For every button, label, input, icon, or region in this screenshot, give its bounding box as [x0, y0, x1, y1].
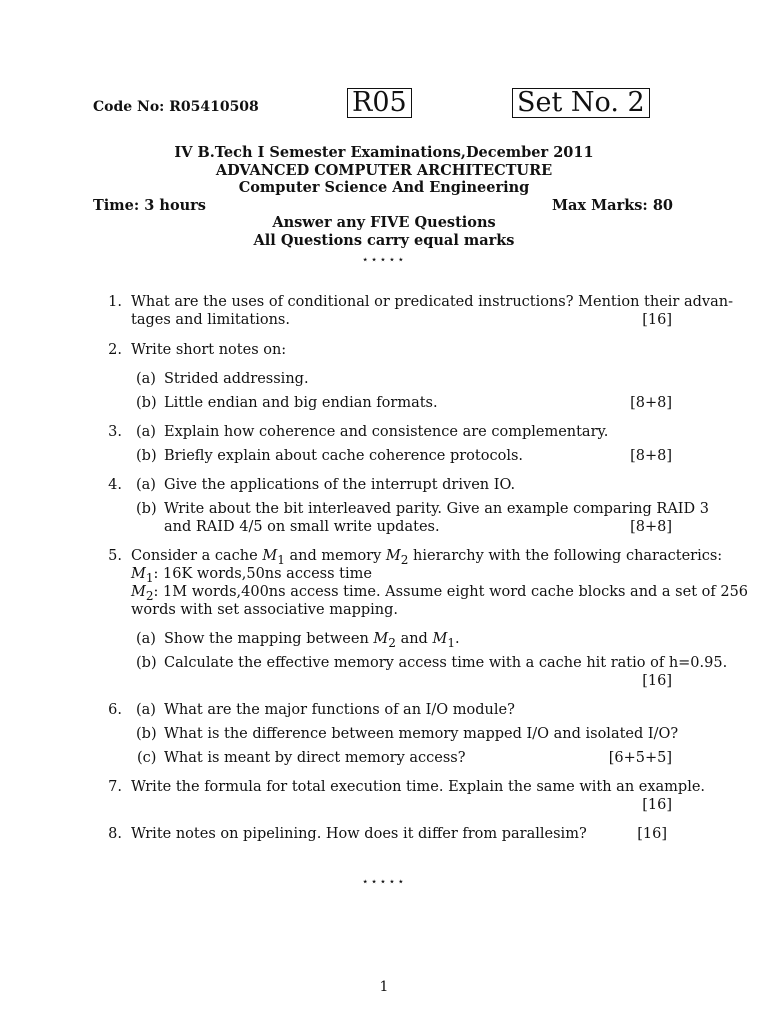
subpart-text: What are the major functions of an I/O module?: [164, 702, 515, 718]
question-text: Write notes on pipelining. How does it differ from parallesim?: [131, 826, 587, 842]
question-number: 3.: [108, 424, 122, 440]
question-number: 7.: [108, 779, 122, 795]
subpart-label: (b): [136, 448, 157, 464]
subpart-label: (a): [136, 424, 156, 440]
subpart-text: Briefly explain about cache coherence protocols.: [164, 448, 524, 464]
subpart-label: (a): [136, 631, 156, 647]
text-segment: .: [455, 631, 460, 647]
var-subscript: 2: [400, 552, 409, 567]
question-marks: [16]: [637, 826, 667, 842]
subpart-label: (a): [136, 371, 156, 387]
question-number: 6.: [108, 702, 122, 718]
subpart-label: (b): [136, 395, 157, 411]
subpart-text: Explain how coherence and consistence are complementary.: [164, 424, 609, 440]
subpart-text: Write about the bit interleaved parity. Give an example comparing RAID 3: [164, 501, 709, 517]
var-subscript: 2: [388, 635, 396, 650]
question-marks: [16]: [642, 673, 672, 689]
subject-title: ADVANCED COMPUTER ARCHITECTURE: [215, 162, 553, 179]
question-text: Write short notes on:: [131, 342, 287, 358]
subpart-label: (a): [136, 477, 156, 493]
question-marks: [16]: [642, 312, 672, 328]
var-m: M: [373, 631, 389, 647]
branch-title: Computer Science And Engineering: [238, 179, 530, 196]
question-number: 1.: [108, 294, 122, 310]
text-segment: and memory: [284, 548, 386, 564]
var-m: M: [385, 548, 401, 564]
subpart-text: [164, 631, 460, 652]
header-stars: ⋆⋆⋆⋆⋆: [361, 253, 407, 266]
var-m: M: [131, 584, 146, 600]
question-text: What are the uses of conditional or predicated instructions? Mention their advan-: [131, 294, 733, 310]
subpart-label: (c): [137, 750, 157, 766]
var-m: M: [262, 548, 278, 564]
var-subscript: 1: [145, 570, 154, 585]
question-text: tages and limitations.: [131, 312, 290, 328]
instruction-marks: All Questions carry equal marks: [253, 232, 515, 249]
footer-stars: ⋆⋆⋆⋆⋆: [361, 875, 407, 888]
question-marks: [8+8]: [630, 395, 672, 411]
subpart-label: (b): [136, 501, 157, 517]
subpart-text: Give the applications of the interrupt driven IO.: [164, 477, 516, 493]
text-segment: : 16K words,50ns access time: [153, 566, 372, 582]
var-subscript: 2: [145, 588, 154, 603]
question-marks: [6+5+5]: [608, 750, 672, 766]
question-number: 2.: [108, 342, 122, 358]
subpart-label: (b): [136, 655, 157, 671]
question-marks: [8+8]: [630, 519, 672, 535]
subpart-label: (b): [136, 726, 157, 742]
subpart-text: What is meant by direct memory access?: [164, 750, 466, 766]
question-number: 5.: [108, 548, 122, 564]
text-segment: Show the mapping between: [164, 631, 374, 647]
question-text: Write the formula for total execution time. Explain the same with an example.: [131, 779, 706, 795]
var-subscript: 1: [277, 552, 285, 567]
question-marks: [16]: [642, 797, 672, 813]
text-segment: Consider a cache: [131, 548, 263, 564]
var-m: M: [131, 566, 146, 582]
exam-title: IV B.Tech I Semester Examinations,December 2011: [174, 144, 594, 161]
set-number-box: Set No. 2: [512, 88, 650, 118]
code-number: Code No: R05410508: [93, 99, 259, 115]
var-subscript: 1: [447, 635, 455, 650]
subpart-text: and RAID 4/5 on small write updates.: [164, 519, 440, 535]
page-number: 1: [379, 979, 389, 995]
instruction-answer: Answer any FIVE Questions: [272, 214, 496, 231]
question-text: words with set associative mapping.: [131, 602, 399, 618]
text-segment: and: [395, 631, 433, 647]
question-number: 4.: [108, 477, 122, 493]
regulation-box: R05: [347, 88, 412, 118]
var-m: M: [432, 631, 448, 647]
subpart-label: (a): [136, 702, 156, 718]
time-label: Time: 3 hours: [93, 197, 206, 214]
subpart-text: What is the difference between memory mapped I/O and isolated I/O?: [164, 726, 679, 742]
question-marks: [8+8]: [630, 448, 672, 464]
text-segment: hierarchy with the following characterics:: [408, 548, 723, 564]
max-marks-label: Max Marks: 80: [551, 197, 673, 214]
text-segment: : 1M words,400ns access time. Assume eight word cache blocks and a set of 256: [153, 584, 749, 600]
subpart-text: Strided addressing.: [164, 371, 309, 387]
question-number: 8.: [108, 826, 122, 842]
subpart-text: Little endian and big endian formats.: [164, 395, 438, 411]
subpart-text: Calculate the effective memory access time with a cache hit ratio of h=0.95.: [164, 655, 728, 671]
